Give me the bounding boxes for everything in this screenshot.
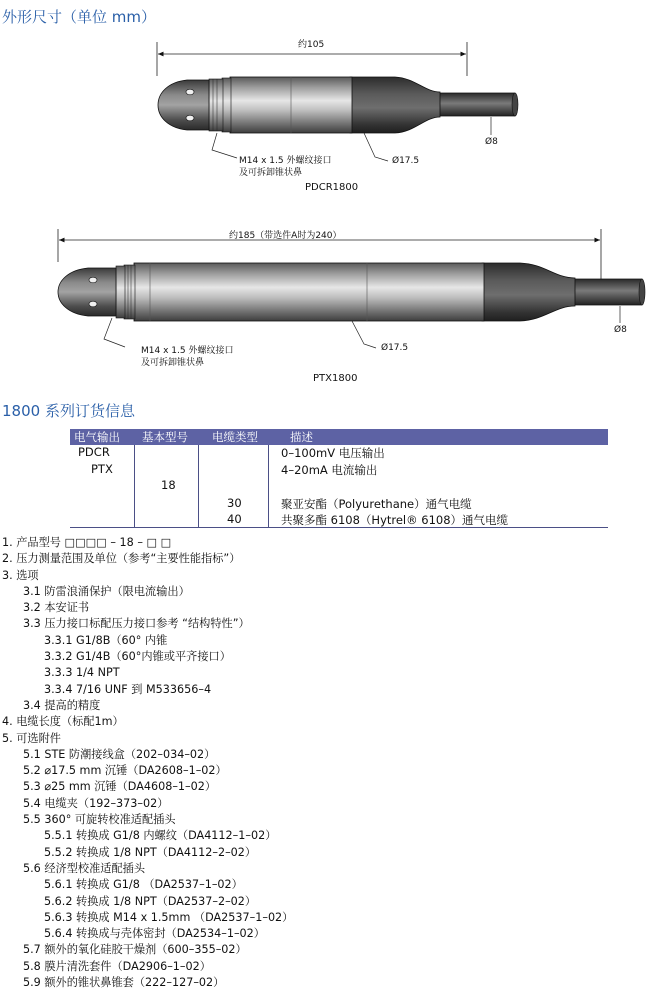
elec-pdcr: PDCR: [78, 445, 110, 459]
order-info-title: 1800 系列订货信息: [2, 402, 135, 420]
ptx-cable-label: Ø8: [614, 325, 627, 335]
ptx-nose-label: 及可拆卸锥状鼻: [141, 358, 205, 368]
options-list-item: 5.7 额外的氧化硅胶干燥剂（600–355–02）: [23, 943, 247, 957]
ptx-length-label: 约185（带选件A时为240）: [229, 231, 342, 241]
options-list-item: 3.2 本安证书: [23, 601, 90, 615]
options-list-item: 3.3.3 1/4 NPT: [44, 666, 120, 680]
options-list-item: 5.2 ⌀17.5 mm 沉锤（DA2608–1–02）: [23, 764, 227, 778]
options-list-item: 3.1 防雷浪涌保护（限电流输出）: [23, 584, 190, 598]
ptx-diameter-label: Ø17.5: [381, 343, 409, 353]
options-list-item: 5. 可选附件: [2, 731, 61, 745]
options-list-item: 5.9 额外的锥状鼻锥套（222–127–02）: [23, 976, 225, 990]
options-list-item: 5.6.1 转换成 G1/8 （DA2537–1–02）: [44, 878, 243, 892]
ptx-sensor-drawing: [58, 263, 645, 321]
options-list-item: 5.4 电缆夹（192–373–02）: [23, 796, 169, 810]
order-table-body: [70, 445, 608, 527]
pdcr-thread-label: M14 x 1.5 外螺纹接口: [239, 156, 332, 166]
desc-pu-cable: 聚亚安酯（Polyurethane）通气电缆: [281, 497, 472, 511]
base-model-value: 18: [161, 478, 176, 492]
ptx-thread-label: M14 x 1.5 外螺纹接口: [141, 346, 234, 356]
options-list-item: 5.1 STE 防潮接线盒（202–034–02）: [23, 747, 216, 761]
options-list-item: 3. 选项: [2, 568, 39, 582]
options-list-item: 3.3 压力接口标配压力接口参考 “结构特性”）: [23, 617, 250, 631]
options-list-item: 4. 电缆长度（标配1m）: [2, 715, 124, 729]
options-list-item: 3.3.4 7/16 UNF 到 M533656–4: [44, 682, 212, 696]
options-list-item: 3.3.1 G1/8B（60° 内锥: [44, 633, 168, 647]
header-base-model: 基本型号: [142, 430, 188, 444]
options-list-item: 5.6.3 转换成 M14 x 1.5mm （DA2537–1–02）: [44, 910, 294, 924]
pdcr-sensor-drawing: [158, 77, 518, 133]
options-list-item: 3.4 提高的精度: [23, 698, 101, 712]
header-description: 描述: [290, 430, 313, 444]
pdcr-length-label: 约105: [298, 40, 325, 50]
pdcr-cable-label: Ø8: [485, 137, 498, 147]
desc-hytrel-cable: 共聚多酯 6108（Hytrel® 6108）通气电缆: [281, 513, 509, 527]
options-list-item: 5.5.1 转换成 G1/8 内螺纹（DA4112–1–02）: [44, 829, 277, 843]
header-electrical-output: 电气输出: [74, 430, 120, 444]
options-list-item: 2. 压力测量范围及单位（参考“主要性能指标”）: [2, 552, 241, 566]
pdcr-caption: PDCR1800: [305, 182, 359, 193]
cable-type-40: 40: [227, 512, 242, 526]
ptx-caption: PTX1800: [313, 373, 358, 384]
elec-ptx: PTX: [91, 462, 113, 476]
cable-type-30: 30: [227, 496, 242, 510]
dimensions-title: 外形尺寸（单位 mm）: [2, 8, 156, 26]
desc-mv-output: 0–100mV 电压输出: [281, 446, 385, 460]
pdcr-diameter-label: Ø17.5: [392, 156, 420, 166]
options-list-item: 5.8 膜片清洗套件（DA2906–1–02）: [23, 959, 211, 973]
desc-ma-output: 4–20mA 电流输出: [281, 463, 378, 477]
options-list-item: 5.5.2 转换成 1/8 NPT（DA4112–2–02）: [44, 845, 257, 859]
options-list-item: 5.5 360° 可旋转校准适配插头: [23, 813, 176, 827]
options-list-item: 3.3.2 G1/4B（60°内锥或平齐接口）: [44, 650, 231, 664]
pdcr-nose-label: 及可拆卸锥状鼻: [239, 168, 303, 178]
sensor-drawings: [0, 0, 650, 400]
options-list-item: 5.6.2 转换成 1/8 NPT（DA2537–2–02）: [44, 894, 257, 908]
header-cable-type: 电缆类型: [212, 430, 258, 444]
options-list-item: 1. 产品型号 □□□□ – 18 – □ □: [2, 536, 172, 549]
options-list-item: 5.6 经济型校准适配插头: [23, 861, 146, 875]
options-list: [0, 535, 650, 991]
options-list-item: 5.6.4 转换成与壳体密封（DA2534–1–02）: [44, 927, 265, 941]
order-table-header: [70, 429, 608, 445]
options-list-item: 5.3 ⌀25 mm 沉锤（DA4608–1–02）: [23, 780, 217, 794]
order-table: [70, 429, 608, 528]
